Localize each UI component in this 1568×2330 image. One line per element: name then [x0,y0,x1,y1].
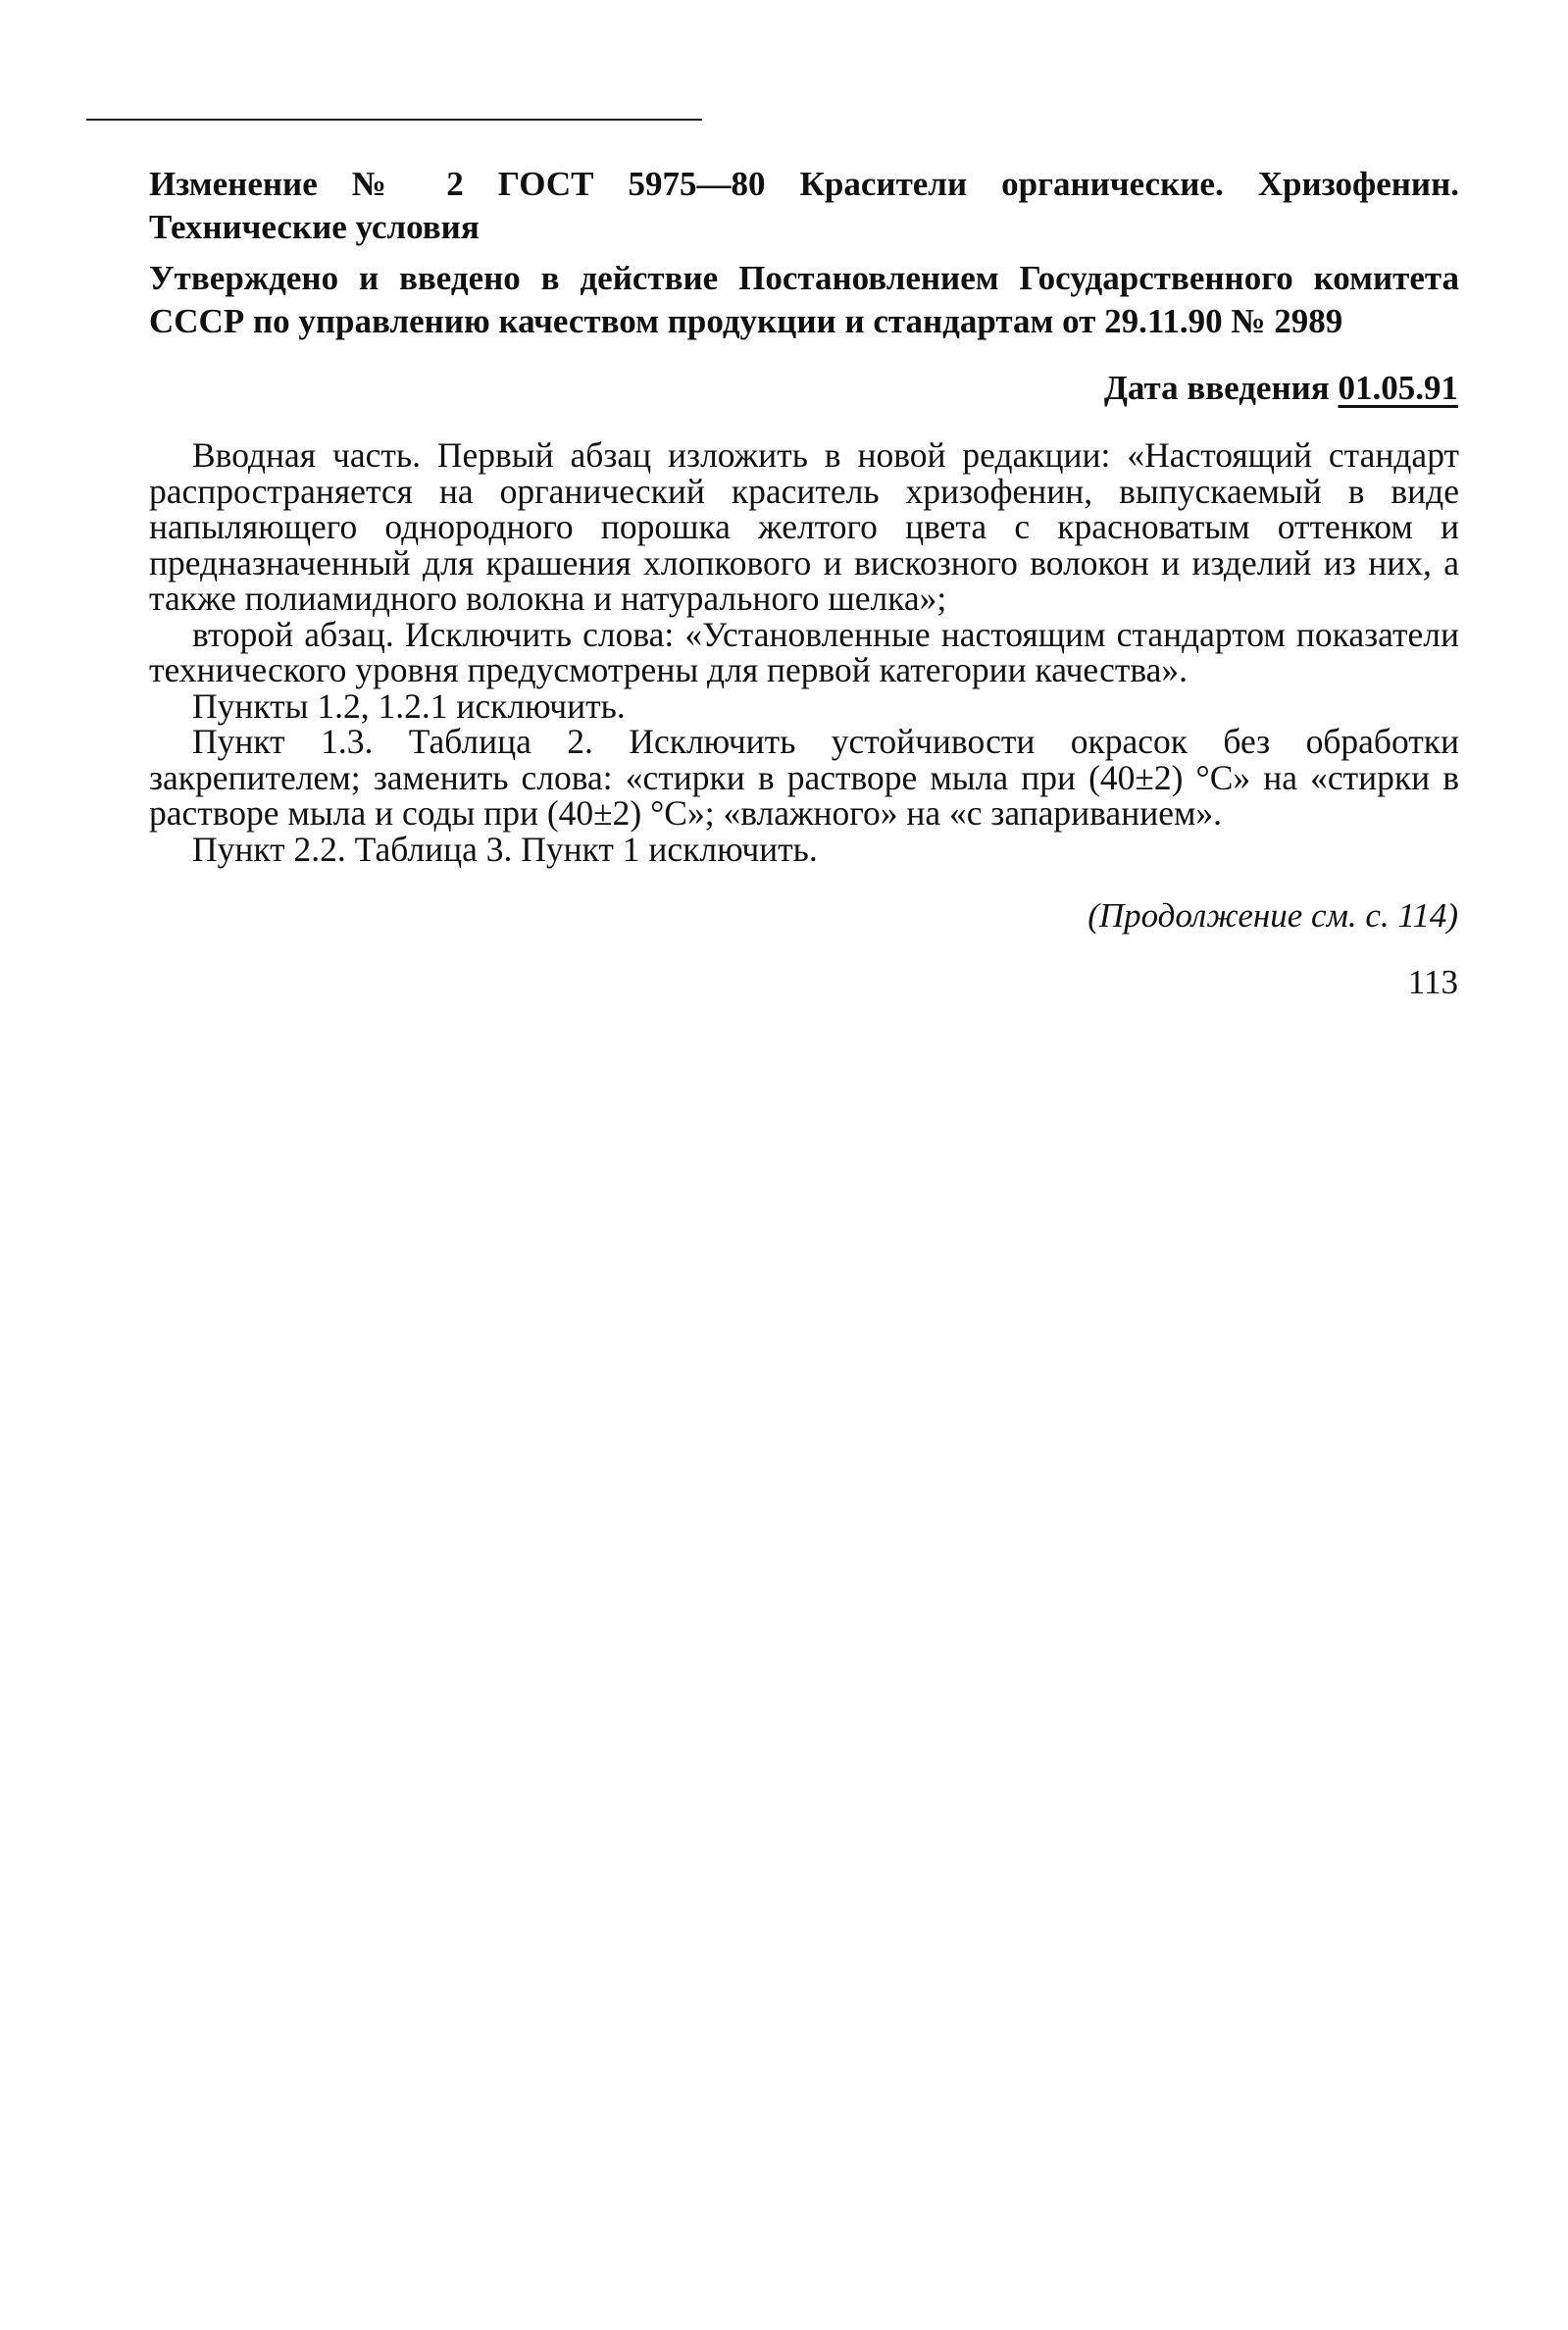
effective-date-value: 01.05.91 [1338,369,1458,407]
paragraph-intro: Вводная часть. Первый абзац изложить в новой редакции: «Настоящий стандарт распространяется на органический краситель хризофенин, выпускаемый в виде напыляющего однородного порошка желтого цвета с красноватым оттенком и предназначенный для крашения хлопкового и вискозного волокон и изделий из них, а также полиамидного волокна и натурального шелка»; [149,435,1459,618]
paragraph-clauses-1-2: Пункты 1.2, 1.2.1 исключить. [192,685,626,726]
page-number: 113 [1407,963,1458,1001]
effective-date [1104,367,1458,410]
top-divider [86,119,702,121]
continuation-note: (Продолжение см. с. 114) [1087,896,1458,935]
document-title: Изменение № 2 ГОСТ 5975—80 Красители органические. Хризофенин. Технические условия [149,165,1459,246]
effective-date-label: Дата введения [1103,369,1330,407]
paragraph-clause-1-3: Пункт 1.3. Таблица 2. Исключить устойчивости окрасок без обработки закрепителем; заменить слова: «стирки в растворе мыла при (40±2) °С» на «стирки в растворе мыла и соды при (40±2) °С»; «влажного» на «с запариванием». [149,722,1459,833]
approval-statement: Утверждено и введено в действие Постановлением Государственного комитета СССР по управлению качеством продукции и стандартам от 29.11.90 № 2989 [149,259,1459,340]
paragraph-clause-2-2: Пункт 2.2. Таблица 3. Пункт 1 исключить. [192,829,818,869]
paragraph-second-abstract: второй абзац. Исключить слова: «Установленные настоящим стандартом показатели технического уровня предусмотрены для первой категории качества». [149,614,1459,689]
amendment-body [149,437,1459,867]
